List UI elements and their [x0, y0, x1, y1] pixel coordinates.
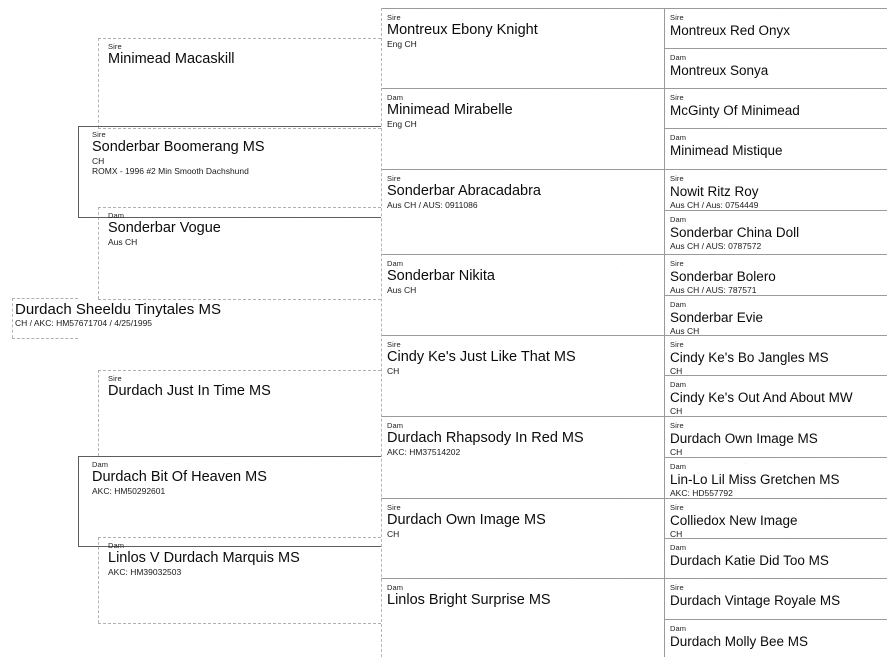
- dog-title: CH: [92, 156, 105, 166]
- divider: [664, 578, 887, 579]
- dog-name: Durdach Own Image MS: [670, 431, 818, 446]
- gen2-block: [108, 541, 383, 577]
- divider: [98, 207, 381, 208]
- gen4-block: [670, 13, 887, 39]
- gen4-block: [670, 340, 887, 376]
- gen4-block: [670, 583, 887, 609]
- divider: [78, 456, 79, 546]
- role-label: Sire: [670, 259, 684, 268]
- dog-name: Montreux Ebony Knight: [387, 22, 538, 38]
- dog-name: Minimead Macaskill: [108, 51, 235, 67]
- gen3-block: [387, 340, 662, 376]
- role-label: Sire: [387, 13, 401, 22]
- divider: [381, 169, 664, 170]
- gen2-block: [108, 374, 383, 400]
- role-label: Dam: [108, 541, 125, 550]
- dog-name: Sonderbar Boomerang MS: [92, 139, 265, 155]
- role-label: Dam: [670, 300, 687, 309]
- role-label: Dam: [670, 215, 687, 224]
- dog-name: Durdach Rhapsody In Red MS: [387, 430, 584, 446]
- gen4-block: [670, 300, 887, 336]
- role-label: Sire: [108, 42, 122, 51]
- divider: [98, 299, 381, 300]
- dog-name: Minimead Mirabelle: [387, 102, 513, 118]
- gen4-block: [670, 543, 887, 569]
- divider: [381, 335, 664, 336]
- divider: [98, 128, 381, 129]
- dog-name: Sonderbar Bolero: [670, 269, 776, 284]
- dog-name: Durdach Own Image MS: [387, 512, 546, 528]
- gen4-block: [670, 503, 887, 539]
- gen4-block: [670, 215, 887, 251]
- divider: [98, 537, 99, 623]
- subject-details: CH / AKC: HM57671704 / 4/25/1995: [15, 318, 153, 328]
- divider: [664, 210, 887, 211]
- role-label: Dam: [387, 259, 404, 268]
- dog-registration: AKC: HD557792: [670, 488, 733, 498]
- dog-title: Aus CH: [670, 326, 700, 336]
- dog-title: CH: [387, 366, 400, 376]
- divider: [664, 498, 887, 499]
- role-label: Dam: [108, 211, 125, 220]
- divider: [664, 619, 887, 620]
- role-label: Dam: [387, 421, 404, 430]
- divider: [664, 88, 887, 89]
- role-label: Dam: [670, 133, 687, 142]
- divider: [664, 254, 887, 255]
- divider: [664, 295, 887, 296]
- role-label: Sire: [670, 174, 684, 183]
- dog-title: Aus CH: [108, 237, 138, 247]
- dog-name: Lin-Lo Lil Miss Gretchen MS: [670, 472, 840, 487]
- role-label: Dam: [387, 583, 404, 592]
- dog-registration: AKC: HM37514202: [387, 447, 461, 457]
- dog-name: McGinty Of Minimead: [670, 103, 800, 118]
- gen1-sire-block: [92, 130, 382, 176]
- divider: [78, 126, 79, 217]
- role-label: Dam: [670, 543, 687, 552]
- dog-name: Nowit Ritz Roy: [670, 184, 759, 199]
- dog-name: Sonderbar Abracadabra: [387, 183, 541, 199]
- role-label: Dam: [92, 460, 109, 469]
- dog-name: Sonderbar Evie: [670, 310, 764, 325]
- divider: [12, 338, 78, 339]
- dog-title: Aus CH: [387, 285, 417, 295]
- gen3-block: [387, 503, 662, 539]
- gen2-block: [108, 211, 383, 247]
- role-label: Sire: [387, 503, 401, 512]
- dog-name: Durdach Bit Of Heaven MS: [92, 469, 267, 485]
- gen2-block: [108, 42, 383, 68]
- dog-registration: Aus CH / AUS: 787571: [670, 285, 757, 295]
- divider: [98, 370, 381, 371]
- gen4-block: [670, 624, 887, 650]
- gen3-block: [387, 259, 662, 295]
- divider: [664, 128, 887, 129]
- gen4-block: [670, 421, 887, 457]
- gen4-block: [670, 93, 887, 119]
- divider: [98, 537, 381, 538]
- dog-registration: Aus CH / Aus: 0754449: [670, 200, 759, 210]
- dog-registration: AKC: HM50292601: [92, 486, 166, 496]
- gen4-block: [670, 259, 887, 295]
- dog-name: Cindy Ke's Just Like That MS: [387, 349, 576, 365]
- dog-name: Minimead Mistique: [670, 143, 783, 158]
- role-label: Sire: [670, 503, 684, 512]
- dog-title: CH: [670, 366, 683, 376]
- gen3-block: [387, 93, 662, 129]
- dog-name: Linlos V Durdach Marquis MS: [108, 550, 300, 566]
- divider: [664, 416, 887, 417]
- role-label: Sire: [670, 340, 684, 349]
- role-label: Sire: [670, 583, 684, 592]
- dog-title: CH: [387, 529, 400, 539]
- gen3-block: [387, 13, 662, 49]
- divider: [12, 298, 78, 299]
- divider: [98, 623, 381, 624]
- gen4-block: [670, 53, 887, 79]
- gen4-block: [670, 380, 887, 416]
- role-label: Dam: [670, 53, 687, 62]
- divider: [98, 38, 381, 39]
- divider: [381, 416, 664, 417]
- role-label: Sire: [670, 13, 684, 22]
- divider: [664, 457, 887, 458]
- divider: [664, 169, 887, 170]
- divider: [98, 38, 99, 128]
- dog-name: Sonderbar Nikita: [387, 268, 495, 284]
- dog-name: Durdach Molly Bee MS: [670, 634, 809, 649]
- role-label: Sire: [108, 374, 122, 383]
- dog-name: Durdach Vintage Royale MS: [670, 593, 841, 608]
- dog-registration: ROMX - 1996 #2 Min Smooth Dachshund: [92, 166, 249, 176]
- divider: [664, 8, 665, 657]
- divider: [381, 8, 664, 9]
- dog-name: Montreux Red Onyx: [670, 23, 791, 38]
- subject-name: Durdach Sheeldu Tinytales MS: [15, 301, 221, 318]
- role-label: Sire: [670, 421, 684, 430]
- role-label: Sire: [92, 130, 106, 139]
- dog-name: Durdach Just In Time MS: [108, 383, 271, 399]
- divider: [98, 207, 99, 299]
- divider: [381, 254, 664, 255]
- role-label: Dam: [670, 462, 687, 471]
- role-label: Dam: [670, 380, 687, 389]
- dog-title: Eng CH: [387, 119, 417, 129]
- gen3-block: [387, 583, 662, 609]
- dog-name: Sonderbar China Doll: [670, 225, 800, 240]
- dog-name: Durdach Katie Did Too MS: [670, 553, 829, 568]
- divider: [381, 498, 664, 499]
- divider: [381, 88, 664, 89]
- role-label: Sire: [670, 93, 684, 102]
- dog-name: Colliedox New Image: [670, 513, 798, 528]
- dog-title: CH: [670, 529, 683, 539]
- divider: [381, 578, 664, 579]
- divider: [98, 370, 99, 456]
- dog-title: CH: [670, 447, 683, 457]
- dog-title: CH: [670, 406, 683, 416]
- dog-name: Cindy Ke's Out And About MW: [670, 390, 853, 405]
- divider: [664, 48, 887, 49]
- role-label: Dam: [670, 624, 687, 633]
- divider: [78, 126, 381, 127]
- divider: [78, 456, 381, 457]
- dog-registration: Aus CH / AUS: 0911086: [387, 200, 478, 210]
- gen4-block: [670, 133, 887, 159]
- dog-registration: AKC: HM39032503: [108, 567, 182, 577]
- gen4-block: [670, 462, 887, 498]
- role-label: Sire: [387, 340, 401, 349]
- subject-block: [15, 301, 245, 328]
- divider: [12, 298, 13, 338]
- dog-registration: Aus CH / AUS: 0787572: [670, 241, 762, 251]
- role-label: Dam: [387, 93, 404, 102]
- gen3-block: [387, 174, 662, 210]
- gen1-dam-block: [92, 460, 382, 496]
- dog-title: Eng CH: [387, 39, 417, 49]
- divider: [664, 8, 887, 9]
- gen3-block: [387, 421, 662, 457]
- dog-name: Montreux Sonya: [670, 63, 769, 78]
- dog-name: Sonderbar Vogue: [108, 220, 221, 236]
- role-label: Sire: [387, 174, 401, 183]
- dog-name: Cindy Ke's Bo Jangles MS: [670, 350, 829, 365]
- dog-name: Linlos Bright Surprise MS: [387, 592, 551, 608]
- gen4-block: [670, 174, 887, 210]
